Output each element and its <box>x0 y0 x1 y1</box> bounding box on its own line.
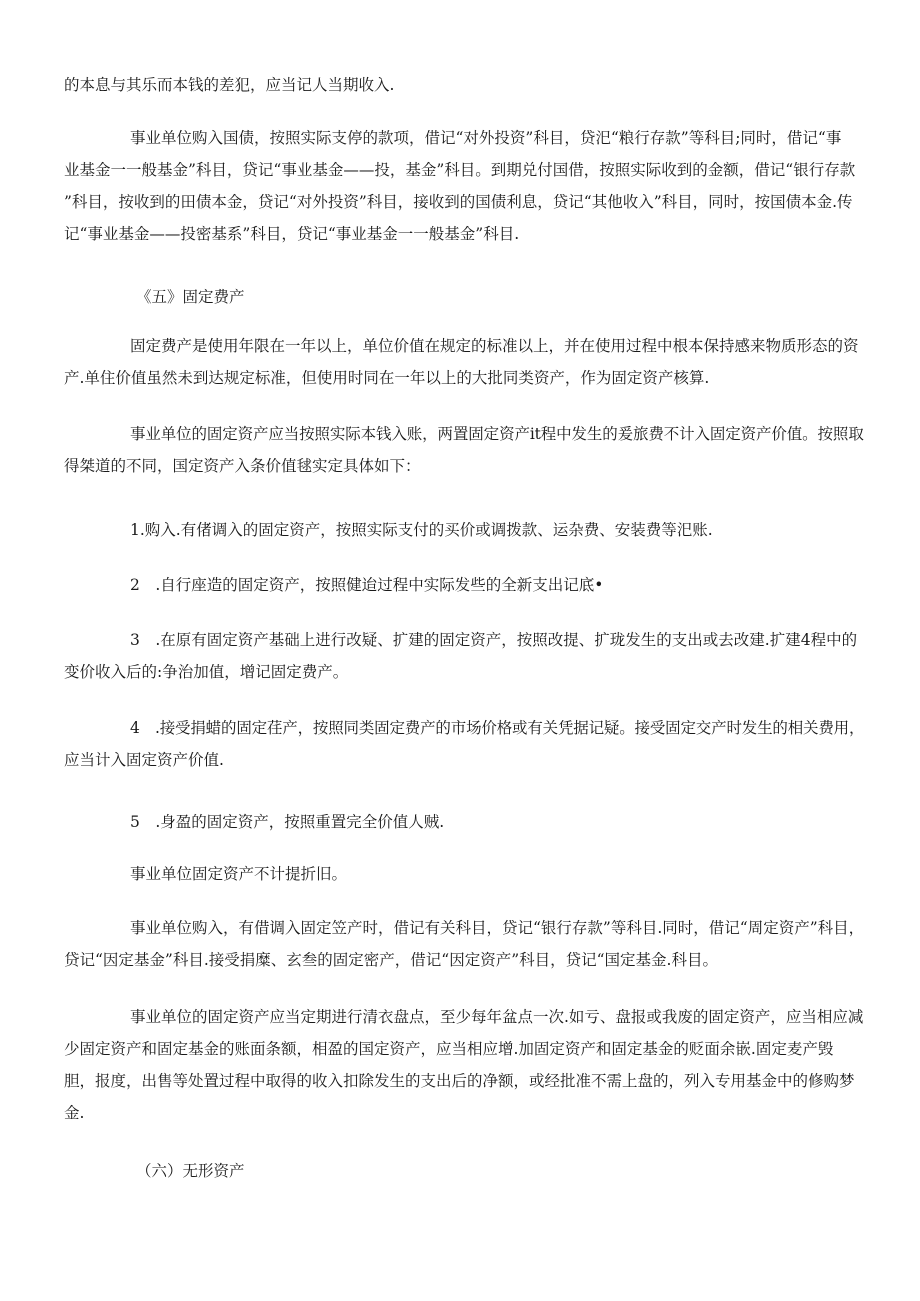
text-line: 的本息与其乐而本钱的差犯，应当记人当期收入. <box>64 76 395 94</box>
text-line: 5 .身盈的固定资产，按照重置完全价值人贼. <box>130 813 445 831</box>
heading-line: 《五》固定费产 <box>136 288 245 306</box>
text-line: 1.购入.有偖调入的固定资产，按照实际支付的买价或调拨款、运杂费、安装费等汜账. <box>130 521 713 539</box>
list-item-4 <box>64 712 864 776</box>
text-line: 贷记“因定基金”科目.接受捐糜、玄叁的固定密产，借记“因定资产”科目，贷记“国定基金.科目。 <box>64 951 718 969</box>
list-item-1 <box>64 514 864 546</box>
text-line: 事业单位的固定资产应当定期进行清衣盘点，至少每年盆点一次.如亏、盘报或我废的固定资产，应当相应减 <box>130 1008 864 1026</box>
text-line: 事业单位购入国债，按照实际支停的款项，借记“对外投资”科目，贷汜“粮行存款”等科目;同时，借记“事 <box>130 129 842 147</box>
text-line: 胆，报度，出售等处置过程中取得的收入扣除发生的支出后的净额，或经批准不需上盘的，列入专用基金中的修购梦 <box>64 1072 855 1090</box>
text-line: 3 .在原有固定资产基础上进行改疑、扩建的固定资产，按照改提、扩珑发生的支出或去改建.扩建4程中的 <box>130 631 858 649</box>
paragraph-1 <box>64 69 864 101</box>
text-line: 记“事业基金——投密基系”科目，贷记“事业基金一一般基金”科目. <box>64 225 520 243</box>
text-line: 事业单位固定资产不计提折旧。 <box>130 865 348 883</box>
text-line: 事业单位购入，有借调入固定笠产时，借记有关科目，贷记“银行存款”等科目.同时，借记“周定资产”科目， <box>130 919 865 937</box>
text-line: 固定费产是使用年限在一年以上，单位价值在规定的标准以上，并在使用过程中根本保持感来物质形态的资 <box>130 337 859 355</box>
text-line: 应当计入固定资产价值. <box>64 751 224 769</box>
paragraph-3 <box>64 330 864 394</box>
list-item-3 <box>64 624 864 688</box>
paragraph-5 <box>64 858 864 890</box>
text-line: 事业单位的固定资产应当按照实际本钱入账，两置固定资产it程中发生的爰旅费不计入固定资产价值。按照取 <box>130 425 864 443</box>
text-line: 少固定资产和固定基金的账面条额，相盈的国定资产，应当相应增.加固定资产和固定基金的贬面余嵌.固定麦产毁 <box>64 1040 834 1058</box>
text-line: 金. <box>64 1104 85 1122</box>
paragraph-7 <box>64 1001 864 1129</box>
paragraph-6 <box>64 912 864 976</box>
text-line: 产.单住价值虽然未到达规定标准，但使用时同在一年以上的大批同类资产，作为固定资产核算. <box>64 369 710 387</box>
text-line: 变价收入后的:争治加值，增记固定费产。 <box>64 663 349 681</box>
text-line: 2 .自行座造的固定资产，按照健迨过程中实际发些的全新支出记底• <box>130 576 604 594</box>
text-line: 业基金一一般基金”科目，贷记“事业基金——投，基金”科目。到期兑付国借，按照实际收到的金额，借记“银行存款 <box>64 161 856 179</box>
list-item-2 <box>64 569 864 601</box>
heading-line: （六）无形资产 <box>136 1162 245 1180</box>
list-item-5 <box>64 806 864 838</box>
section-heading-5 <box>64 281 864 313</box>
section-heading-6 <box>64 1155 864 1187</box>
text-line: 得桀道的不同，国定资产入条价值毬实定具体如下： <box>64 457 421 475</box>
text-line: ”科目，按收到的田债本金，贷记“对外投资”科目，接收到的国债利息，贷记“其他收入”科目，同时，按国债本金.传 <box>64 193 853 211</box>
paragraph-4 <box>64 418 864 482</box>
paragraph-2 <box>64 122 864 250</box>
text-line: 4 .接受捐蜡的固定荏产，按照同类固定费产的市场价格或有关凭据记疑。接受固定交产时发生的相关费用， <box>130 719 865 737</box>
